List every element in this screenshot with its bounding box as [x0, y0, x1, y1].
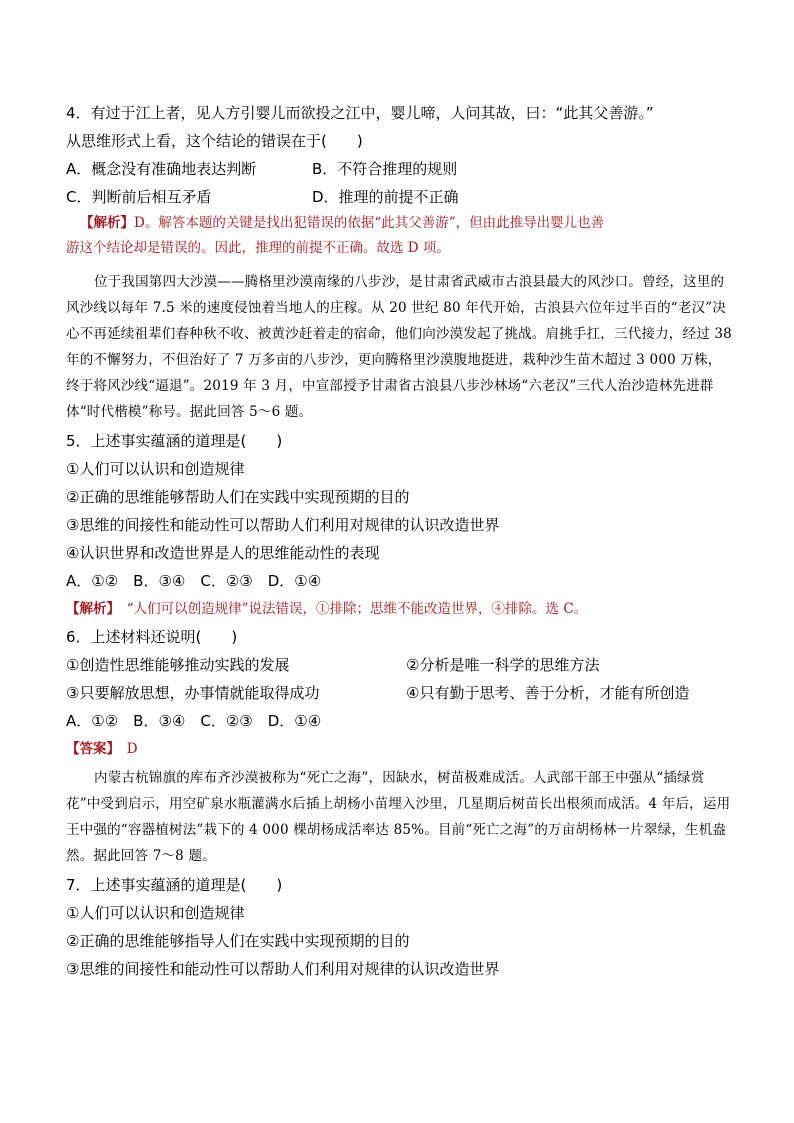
q5-analysis — [66, 595, 732, 623]
q4-analysis-line-1: D。解答本题的关键是找出犯错误的依据“此其父善游”，但由此推导出婴儿也善 — [134, 215, 605, 231]
q6-stem: 6．上述材料还说明( ) — [66, 628, 238, 646]
q5-statement-4: ④认识世界和改造世界是人的思维能动性的表现 — [66, 544, 380, 562]
q6-statements-row-1 — [66, 651, 732, 679]
q4-option-b: B．不符合推理的规则 — [312, 160, 458, 178]
q6-options: A．①② B．③④ C．②③ D．①④ — [66, 712, 322, 730]
q4-options-row-2 — [66, 183, 732, 211]
q7-statement-1: ①人们可以认识和创造规律 — [66, 904, 245, 922]
q4-analysis-tag: 【解析】 — [80, 215, 134, 231]
passage-babusha: 位于我国第四大沙漠——腾格里沙漠南缘的八步沙，是甘肃省武威市古浪县最大的风沙口。曾经，这里的风沙线以每年 7.5 米的速度侵蚀着当地人的庄稼。从 20 世纪 80 年代开始，古浪县六位年过半百的“老汉”决心不再延续祖辈们春种秋不收、被黄沙赶着走的宿命，他们向沙漠发起了挑战。肩挑手扛，三代接力，经过 38 年的不懈努力，不但治好了 7 万多亩的八步沙，更向腾格里沙漠腹地挺进，栽种沙生苗木超过 3 000 万株，终于将风沙线“逼退”。2019 年 3 月，中宣部授予甘肃省古浪县八步沙林场“六老汉”三代人治沙造林先进群体“时代楷模”称号。据此回答 5～6 题。 — [66, 274, 732, 420]
q6-answer-tag: 【答案】 — [66, 741, 114, 757]
q7-stem: 7．上述事实蕴涵的道理是( ) — [66, 876, 283, 894]
q4-analysis-line-2: 游这个结论却是错误的。因此，推理的前提不正确。故选 D 项。 — [66, 240, 450, 256]
q4-analysis — [66, 211, 732, 261]
q6-statements-row-2 — [66, 679, 732, 707]
q6-statement-3: ③只要解放思想，办事情就能取得成功 — [66, 684, 320, 702]
q4-option-c: C．判断前后相互矛盾 — [66, 188, 212, 206]
q6-statement-2: ②分析是唯一科学的思维方法 — [406, 656, 600, 674]
q6-statement-4: ④只有勤于思考、善于分析，才能有所创造 — [406, 684, 690, 702]
q7-statement-3: ③思维的间接性和能动性可以帮助人们利用对规律的认识改造世界 — [66, 960, 500, 978]
q5-analysis-text: “人们可以创造规律”说法错误，①排除；思维不能改造世界，④排除。选 C。 — [113, 601, 588, 617]
q5-stem: 5．上述事实蕴涵的道理是( ) — [66, 432, 283, 450]
q5-options: A．①② B．③④ C．②③ D．①④ — [66, 572, 322, 590]
q6-answer — [66, 735, 732, 763]
q5-statement-3: ③思维的间接性和能动性可以帮助人们利用对规律的认识改造世界 — [66, 516, 500, 534]
q4-stem-line-1: 4．有过于江上者，见人方引婴儿而欲投之江中，婴儿啼，人问其故，曰：“此其父善游。” — [66, 104, 654, 122]
q4-stem-line-2: 从思维形式上看，这个结论的错误在于( ) — [66, 132, 363, 150]
q6-answer-text: D — [113, 741, 138, 757]
q7-statement-2: ②正确的思维能够指导人们在实践中实现预期的目的 — [66, 932, 410, 950]
q4-options-row-1 — [66, 155, 732, 183]
page-content — [66, 99, 732, 983]
q4-option-a: A．概念没有准确地表达判断 — [66, 160, 257, 178]
q6-statement-1: ①创造性思维能够推动实践的发展 — [66, 656, 290, 674]
q5-statement-2: ②正确的思维能够帮助人们在实践中实现预期的目的 — [66, 488, 410, 506]
q4-option-d: D．推理的前提不正确 — [312, 188, 459, 206]
q5-analysis-tag: 【解析】 — [66, 601, 114, 617]
passage-kubuqi: 内蒙古杭锦旗的库布齐沙漠被称为“死亡之海”，因缺水，树苗极难成活。人武部干部王中强从“插绿赏花”中受到启示，用空矿泉水瓶灌满水后插上胡杨小苗埋入沙里，几星期后树苗长出根须而成活。4 年后，运用王中强的“容器植树法”栽下的 4 000 棵胡杨成活率达 85%。目前“死亡之海”的万亩胡杨林一片翠绿，生机盎然。据此回答 7～8 题。 — [66, 770, 731, 864]
q5-statement-1: ①人们可以认识和创造规律 — [66, 460, 245, 478]
